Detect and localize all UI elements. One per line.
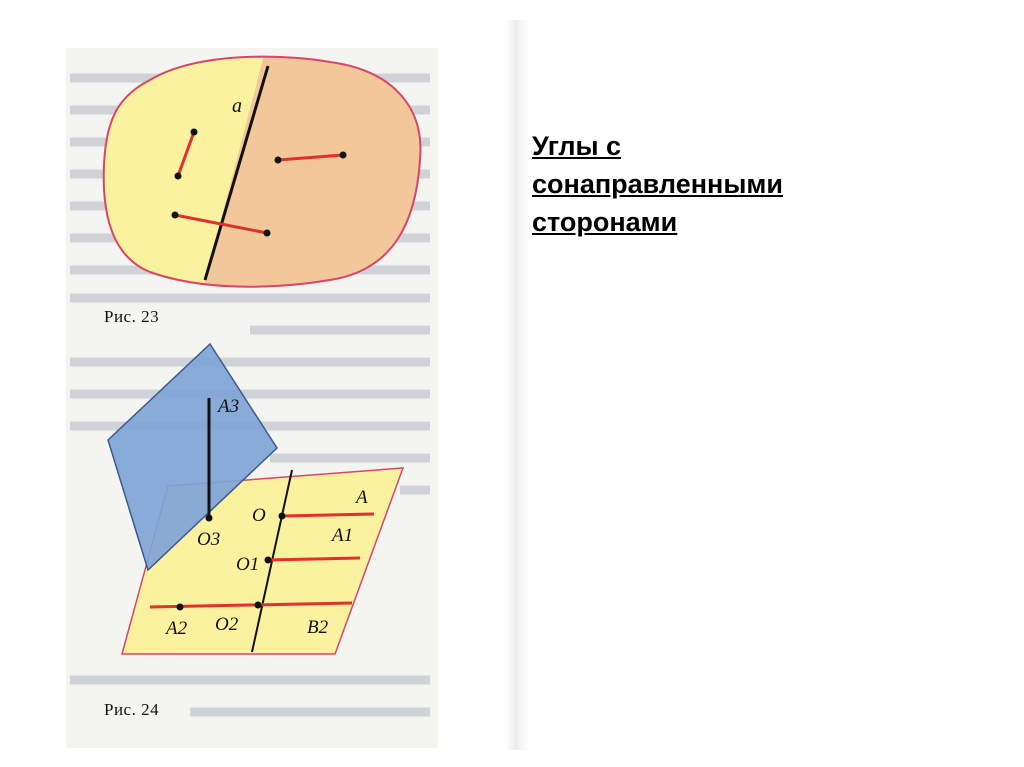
label-o3: O3 — [197, 529, 221, 550]
label-o2: O2 — [215, 614, 239, 635]
figure-23-caption: Рис. 23 — [104, 307, 160, 326]
label-a2: A2 — [166, 618, 188, 639]
label-o: O — [252, 505, 266, 526]
label-a: A — [356, 487, 368, 508]
line-a-label: a — [232, 95, 242, 117]
label-a3: A3 — [218, 396, 240, 417]
point-o1 — [265, 557, 272, 564]
point-o3 — [206, 515, 213, 522]
label-b2: B2 — [307, 617, 329, 638]
ray-o1a1 — [268, 558, 360, 560]
figure-24-caption: Рис. 24 — [104, 700, 160, 719]
slide-title: Углы с сонаправленными сторонами — [532, 131, 783, 237]
point-o — [279, 513, 286, 520]
label-a1: A1 — [332, 525, 354, 546]
label-o1: O1 — [236, 554, 260, 575]
ray-oa — [282, 514, 374, 516]
point-a2 — [177, 604, 184, 611]
point-o2 — [255, 602, 262, 609]
